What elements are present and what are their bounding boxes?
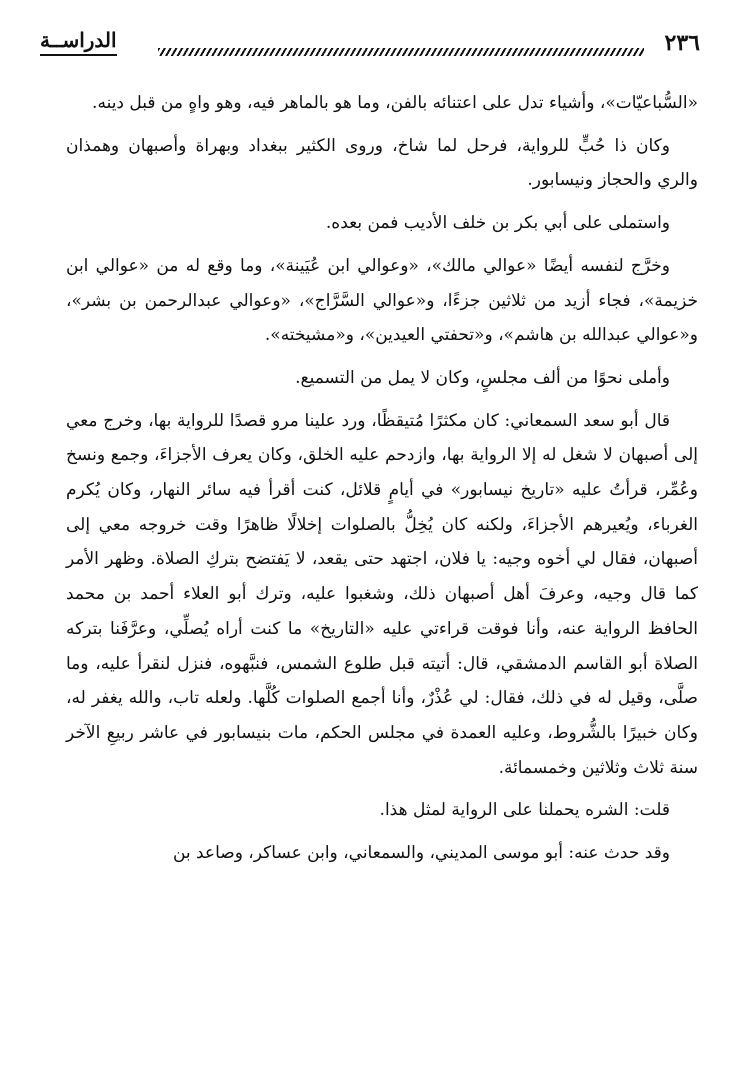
paragraph: وقد حدث عنه: أبو موسى المديني، والسمعاني، وابن عساكر، وصاعد بن — [172, 843, 670, 864]
paragraph: واستملى على أبي بكر بن خلف الأديب فمن بعده. — [325, 213, 670, 234]
paragraph: قال أبو سعد السمعاني: كان مكثرًا مُتيقظًا، ورد علينا مرو قصدًا للرواية بها، وخرج معي إلى أصبهان لا شغل له إلا الرواية بها، وازدحم عليه الخلق، وكان يعرف الأجزاءَ، وجمع ونسخ وعُمِّر، قرأتُ عليه «تاريخ نيسابور» في أيامٍ قلائل، كنت أقرأ فيه سائر النهار، وكان يُكرم الغرباء، ويُعيرهم الأجزاءَ، ولكنه كان يُخِلُّ بالصلوات إخلالًا ظاهرًا وقت خروجه معي إلى أصبهان، فقال لي أخوه وجيه: يا فلان، اجتهد حتى يقعد، لا يَفتضح بتركِ الصلاة. وظهر الأمر كما قال وجيه، وعرفَ أهل أصبهان ذلك، وشغبوا عليه، وترك أبو العلاء أحمد بن محمد الحافظ الرواية عنه، وأنا فوقت قراءتي عليه «التاريخ» ما كنت أراه يُصلِّي، وعرَّفَنا بتركه الصلاة أبو القاسم الدمشقي، قال: أتيته قبل طلوع الشمس، فنبَّهوه، فنزل لنقرأ عليه، وما صلَّى، وقيل له في ذلك، فقال: لي عُذْرٌ، وأنا أجمع الصلوات كُلَّها. ولعله تاب، والله يغفر له، وكان خبيرًا بالشُّروط، وعليه العمدة في مجلس الحكم، مات بنيسابور في عاشر ربيعِ الآخر سنة ثلاث وثلاثين وخمسمائة. — [66, 410, 698, 778]
running-title: الدراســة — [40, 28, 117, 56]
paragraph: وكان ذا حُبٍّ للرواية، فرحل لما شاخ، وروى الكثير ببغداد وبهراة وأصبهان وهمذان والري والحجاز ونيسابور. — [66, 135, 698, 191]
page-body — [66, 86, 698, 873]
page-header — [40, 28, 700, 64]
paragraph: وخرَّج لنفسه أيضًا «عوالي مالك»، «وعوالي ابن عُيَينة»، وما وقع له من «عوالي ابن خزيمة»، فجاء أزيد من ثلاثين جزءًا، و«عوالي السَّرَّاج»، «وعوالي عبدالرحمن بن بشر»، و«عوالي عبدالله بن هاشم»، و«تحفتي العيدين»، و«مشيخته». — [66, 255, 698, 346]
paragraph: قلت: الشره يحملنا على الرواية لمثل هذا. — [379, 800, 670, 821]
header-rule — [158, 48, 644, 56]
paragraph: «السُّباعيّات»، وأشياء تدل على اعتنائه بالفن، وما هو بالماهر فيه، وهو واهٍ من قبل دينه. — [92, 93, 698, 113]
page-number: ٢٣٦ — [664, 30, 700, 56]
paragraph: وأملى نحوًا من ألف مجلسٍ، وكان لا يمل من التسميع. — [295, 367, 670, 388]
